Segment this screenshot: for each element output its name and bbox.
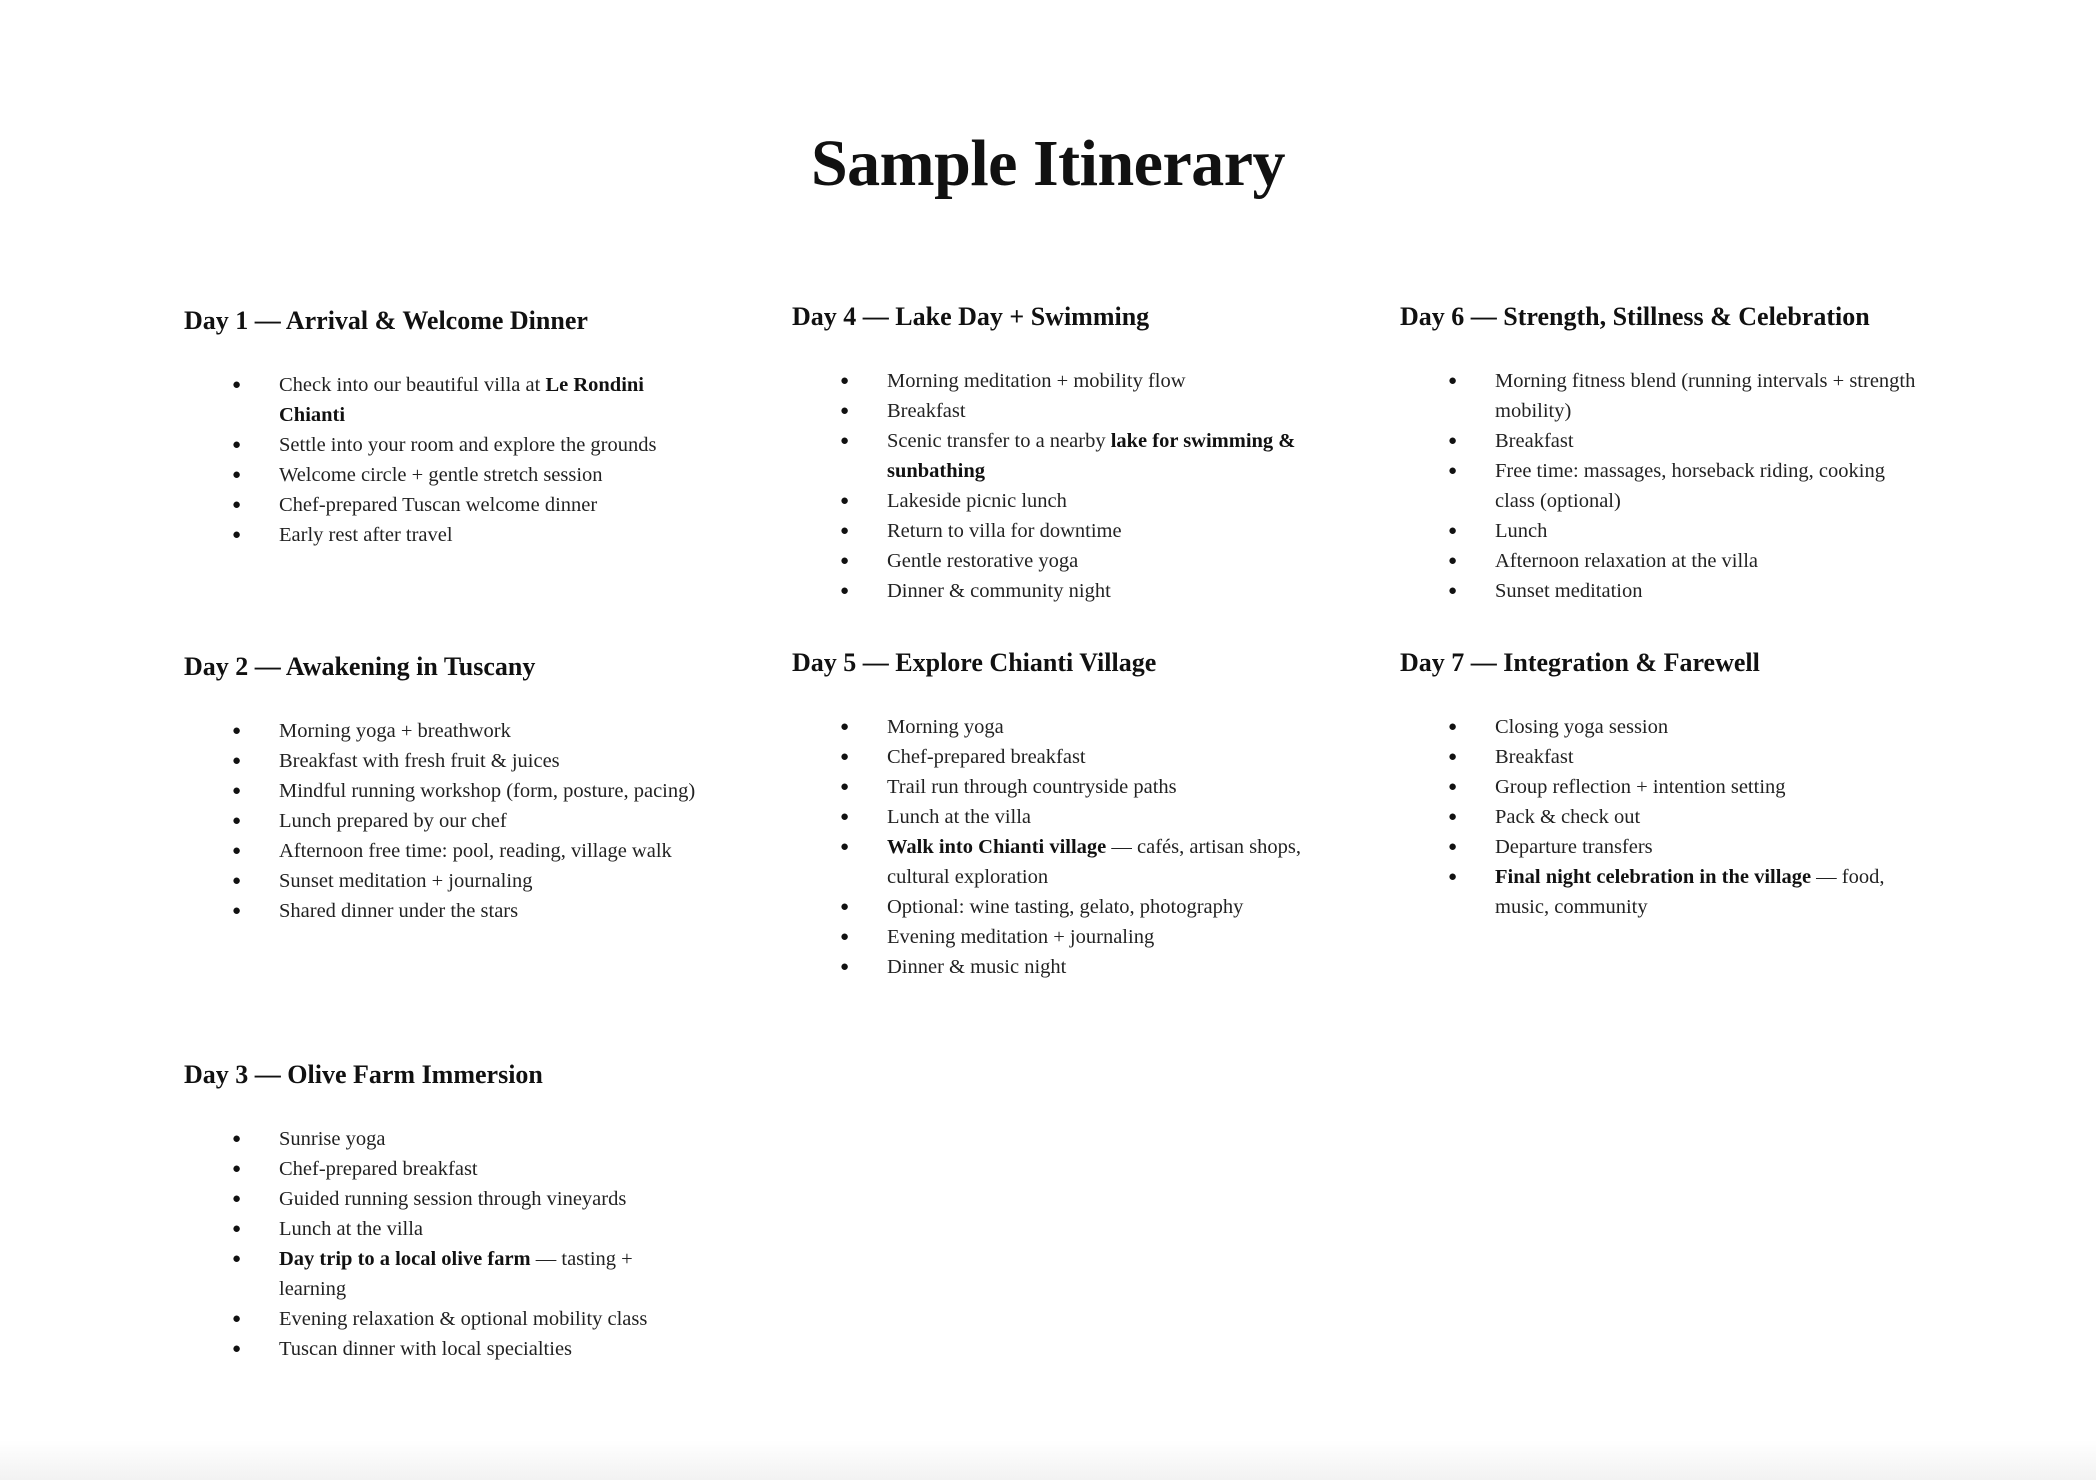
activity-text: Early rest after travel <box>279 524 453 546</box>
activity-text: Tuscan dinner with local specialties <box>279 1338 573 1360</box>
activity-item <box>840 396 1312 426</box>
activity-item <box>232 836 704 866</box>
activity-text: Afternoon free time: pool, reading, village walk <box>279 840 672 862</box>
activity-item <box>232 490 704 520</box>
activity-item <box>232 716 704 746</box>
bullet-icon: ● <box>840 959 850 975</box>
bullet-icon: ● <box>1448 463 1458 479</box>
bullet-icon: ● <box>1448 373 1458 389</box>
activity-text: Trail run through countryside paths <box>887 776 1177 798</box>
activity-item <box>840 742 1312 772</box>
bullet-icon: ● <box>1448 553 1458 569</box>
bullet-icon: ● <box>840 899 850 915</box>
activity-text: Pack & check out <box>1495 806 1641 828</box>
bullet-icon: ● <box>840 779 850 795</box>
bullet-icon: ● <box>840 433 850 449</box>
activity-text: Lakeside picnic lunch <box>887 490 1067 512</box>
activity-text: Departure transfers <box>1495 836 1653 858</box>
day-heading: Day 5 — Explore Chianti Village <box>792 648 1157 677</box>
bullet-icon: ● <box>232 873 242 889</box>
activity-text: Welcome circle + gentle stretch session <box>279 464 603 486</box>
bullet-icon: ● <box>232 1341 242 1357</box>
day-heading: Day 4 — Lake Day + Swimming <box>792 302 1150 331</box>
activity-item <box>232 1244 704 1304</box>
activity-highlight: lake for swimming & sunbathing <box>887 430 1296 482</box>
day-4-section <box>792 300 1312 606</box>
day-3-section <box>184 1058 704 1364</box>
activity-text: Lunch <box>1495 520 1548 542</box>
bullet-icon: ● <box>232 843 242 859</box>
activity-text: Lunch prepared by our chef <box>279 810 507 832</box>
bullet-icon: ● <box>232 1221 242 1237</box>
activity-text: Breakfast <box>1495 746 1574 768</box>
activity-text: Breakfast <box>1495 430 1574 452</box>
bullet-icon: ● <box>840 749 850 765</box>
activity-item <box>1448 366 1920 426</box>
day-6-section <box>1400 300 1920 606</box>
bullet-icon: ● <box>232 1311 242 1327</box>
day-heading: Day 1 — Arrival & Welcome Dinner <box>184 306 588 335</box>
activity-highlight: Day trip to a local olive farm <box>279 1248 531 1270</box>
bullet-icon: ● <box>840 523 850 539</box>
bullet-icon: ● <box>1448 809 1458 825</box>
activity-item <box>840 486 1312 516</box>
activity-item <box>232 746 704 776</box>
activity-text: Evening meditation + journaling <box>887 926 1155 948</box>
activity-item <box>840 516 1312 546</box>
activity-text: Lunch at the villa <box>887 806 1032 828</box>
day-heading: Day 7 — Integration & Farewell <box>1400 648 1760 677</box>
bullet-icon: ● <box>840 719 850 735</box>
bullet-icon: ● <box>232 437 242 453</box>
activity-highlight: Final night celebration in the village <box>1495 866 1812 888</box>
activity-item <box>232 896 704 926</box>
activity-item <box>840 426 1312 486</box>
day-5-section <box>792 646 1312 982</box>
activity-item <box>840 892 1312 922</box>
day-heading: Day 3 — Olive Farm Immersion <box>184 1060 543 1089</box>
activity-item <box>1448 802 1920 832</box>
bullet-icon: ● <box>840 583 850 599</box>
activity-item <box>840 952 1312 982</box>
activity-text: Chef-prepared breakfast <box>279 1158 478 1180</box>
activity-item <box>232 1334 704 1364</box>
activity-text: Afternoon relaxation at the villa <box>1495 550 1758 572</box>
activity-item <box>232 1304 704 1334</box>
bullet-icon: ● <box>1448 779 1458 795</box>
bullet-icon: ● <box>232 1161 242 1177</box>
activity-text: Group reflection + intention setting <box>1495 776 1786 798</box>
bullet-icon: ● <box>1448 839 1458 855</box>
activity-item <box>1448 426 1920 456</box>
day-activity-list <box>792 366 1312 606</box>
page-bottom-edge <box>0 1440 2096 1480</box>
bullet-icon: ● <box>840 373 850 389</box>
bullet-icon: ● <box>232 527 242 543</box>
activity-text: Breakfast <box>887 400 966 422</box>
day-2-section <box>184 650 704 926</box>
bullet-icon: ● <box>232 723 242 739</box>
activity-text: Shared dinner under the stars <box>279 900 519 922</box>
day-activity-list <box>184 370 704 550</box>
activity-text: Guided running session through vineyards <box>279 1188 627 1210</box>
day-1-section <box>184 304 704 550</box>
day-heading: Day 6 — Strength, Stillness & Celebration <box>1400 302 1870 331</box>
activity-item <box>1448 712 1920 742</box>
activity-item <box>232 430 704 460</box>
activity-text: Lunch at the villa <box>279 1218 424 1240</box>
activity-text: Morning fitness blend (running intervals + strength mobility) <box>1495 370 1916 422</box>
activity-text: Dinner & community night <box>887 580 1111 602</box>
bullet-icon: ● <box>1448 523 1458 539</box>
activity-item <box>232 370 704 430</box>
bullet-icon: ● <box>232 377 242 393</box>
activity-item <box>1448 516 1920 546</box>
day-7-section <box>1400 646 1920 922</box>
bullet-icon: ● <box>232 783 242 799</box>
day-activity-list <box>1400 712 1920 922</box>
activity-item <box>232 1154 704 1184</box>
activity-text: Mindful running workshop (form, posture, pacing) <box>279 780 696 802</box>
activity-item <box>1448 862 1920 922</box>
bullet-icon: ● <box>840 809 850 825</box>
activity-item <box>232 520 704 550</box>
bullet-icon: ● <box>840 839 850 855</box>
activity-item <box>1448 742 1920 772</box>
bullet-icon: ● <box>1448 719 1458 735</box>
activity-item <box>232 460 704 490</box>
activity-text: Gentle restorative yoga <box>887 550 1079 572</box>
activity-item <box>840 922 1312 952</box>
bullet-icon: ● <box>1448 433 1458 449</box>
activity-item <box>840 802 1312 832</box>
activity-text: Return to villa for downtime <box>887 520 1122 542</box>
activity-item <box>1448 576 1920 606</box>
activity-text: — food, music, community <box>1495 866 1885 918</box>
activity-text: Morning yoga <box>887 716 1004 738</box>
bullet-icon: ● <box>232 1191 242 1207</box>
activity-highlight: Le Rondini Chianti <box>279 374 644 426</box>
activity-item <box>840 712 1312 742</box>
day-activity-list <box>1400 366 1920 606</box>
bullet-icon: ● <box>232 753 242 769</box>
bullet-icon: ● <box>840 929 850 945</box>
activity-item <box>840 366 1312 396</box>
activity-text: Dinner & music night <box>887 956 1067 978</box>
bullet-icon: ● <box>1448 583 1458 599</box>
bullet-icon: ● <box>840 493 850 509</box>
activity-text: Free time: massages, horseback riding, cooking class (optional) <box>1495 460 1885 512</box>
bullet-icon: ● <box>1448 869 1458 885</box>
bullet-icon: ● <box>232 813 242 829</box>
activity-item <box>232 1184 704 1214</box>
activity-text: Closing yoga session <box>1495 716 1669 738</box>
activity-item <box>232 1124 704 1154</box>
activity-text: Chef-prepared Tuscan welcome dinner <box>279 494 598 516</box>
day-heading: Day 2 — Awakening in Tuscany <box>184 652 536 681</box>
bullet-icon: ● <box>840 403 850 419</box>
bullet-icon: ● <box>1448 749 1458 765</box>
activity-text: — tasting + learning <box>279 1248 633 1300</box>
activity-item <box>1448 772 1920 802</box>
day-activity-list <box>792 712 1312 982</box>
activity-text: Sunset meditation + journaling <box>279 870 533 892</box>
activity-text: Sunrise yoga <box>279 1128 386 1150</box>
activity-text: Optional: wine tasting, gelato, photography <box>887 896 1244 918</box>
activity-text: Check into our beautiful villa at <box>279 374 546 396</box>
activity-item <box>232 866 704 896</box>
activity-item <box>840 546 1312 576</box>
bullet-icon: ● <box>840 553 850 569</box>
activity-text: Settle into your room and explore the grounds <box>279 434 657 456</box>
activity-text: Chef-prepared breakfast <box>887 746 1086 768</box>
activity-text: Scenic transfer to a nearby <box>887 430 1111 452</box>
bullet-icon: ● <box>232 903 242 919</box>
activity-item <box>1448 456 1920 516</box>
bullet-icon: ● <box>232 467 242 483</box>
activity-item <box>840 576 1312 606</box>
activity-text: Morning meditation + mobility flow <box>887 370 1186 392</box>
activity-item <box>232 1214 704 1244</box>
day-activity-list <box>184 1124 704 1364</box>
activity-item <box>1448 546 1920 576</box>
bullet-icon: ● <box>232 1251 242 1267</box>
activity-item <box>232 806 704 836</box>
activity-text: Evening relaxation & optional mobility class <box>279 1308 648 1330</box>
activity-item <box>840 772 1312 802</box>
activity-text: Breakfast with fresh fruit & juices <box>279 750 560 772</box>
bullet-icon: ● <box>232 1131 242 1147</box>
activity-text: Morning yoga + breathwork <box>279 720 511 742</box>
page-title: Sample Itinerary <box>810 127 1286 200</box>
activity-item <box>840 832 1312 892</box>
activity-highlight: Walk into Chianti village <box>887 836 1107 858</box>
activity-text: Sunset meditation <box>1495 580 1643 602</box>
day-activity-list <box>184 716 704 926</box>
activity-item <box>1448 832 1920 862</box>
activity-item <box>232 776 704 806</box>
bullet-icon: ● <box>232 497 242 513</box>
activity-text: — cafés, artisan shops, cultural exploration <box>887 836 1301 888</box>
